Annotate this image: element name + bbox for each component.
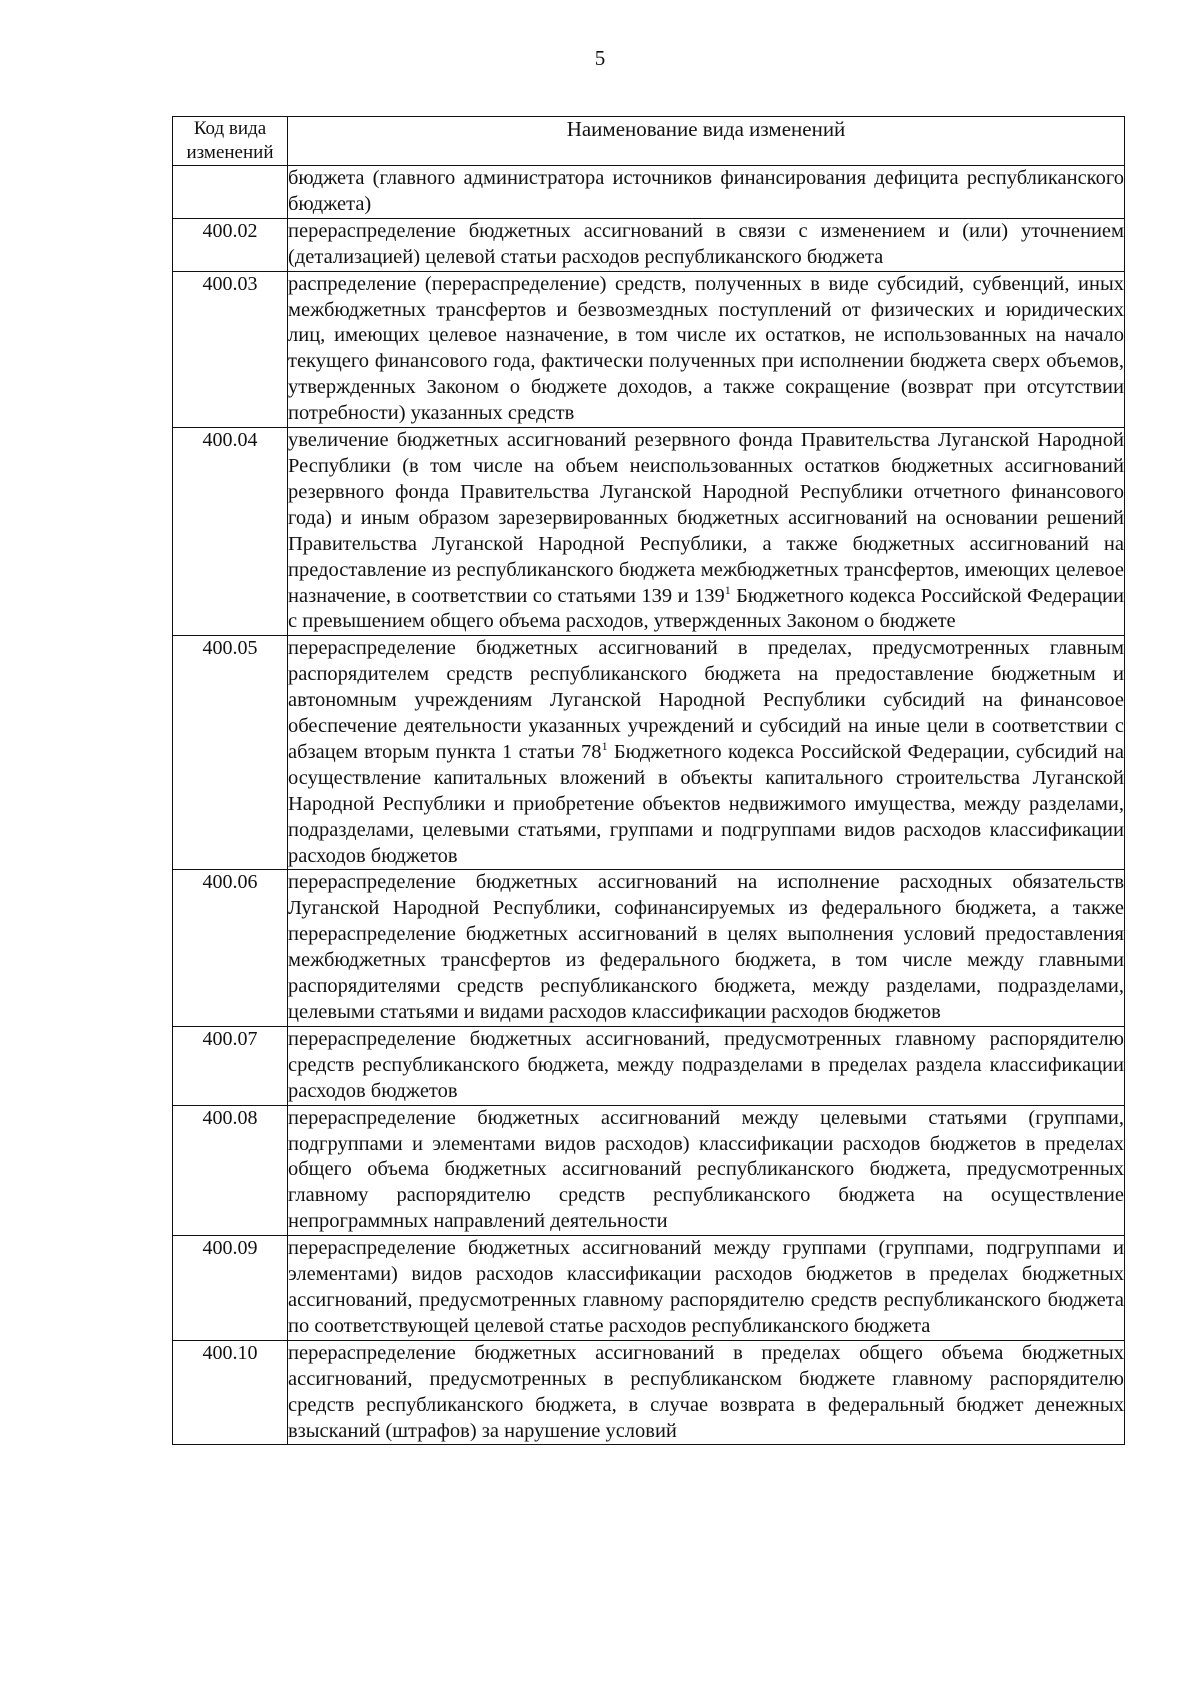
table-row — [173, 271, 1125, 427]
row-code: 400.03 — [173, 271, 288, 427]
table-row — [173, 636, 1125, 870]
row-description: распределение (перераспределение) средств, полученных в виде субсидий, субвенций, иных межбюджетных трансфертов и безвозмездных поступлений от физических и юридических лиц, имеющих целевое назначение, в том числе их остатков, не использованных на начало текущего финансового года, фактически полученных при исполнении бюджета сверх объемов, утвержденных Законом о бюджете доходов, а также сокращение (возврат при отсутствии потребности) указанных средств — [288, 271, 1125, 427]
row-code: 400.08 — [173, 1105, 288, 1236]
row-code: 400.07 — [173, 1026, 288, 1105]
changes-table — [172, 116, 1125, 1445]
row-description — [288, 428, 1125, 636]
row-code: 400.10 — [173, 1340, 288, 1445]
header-code: Код вида изменений — [173, 117, 288, 166]
row-description: перераспределение бюджетных ассигнований между группами (группами, подгруппами и элементами) видов расходов классификации расходов бюджетов в пределах бюджетных ассигнований, предусмотренных главному распорядителю средств республиканского бюджета по соответствующей целевой статье расходов республиканского бюджета — [288, 1236, 1125, 1341]
row-description: перераспределение бюджетных ассигнований между целевыми статьями (группами, подгруппами и элементами видов расходов) классификации расходов бюджетов в пределах общего объема бюджетных ассигнований республиканского бюджета, предусмотренных главному распорядителю средств республиканского бюджета на осуществление непрограммных направлений деятельности — [288, 1105, 1125, 1236]
row-text-part: Бюджетного кодекса Российской Федерации с превышением общего объема расходов, утвержденных Законом о бюджете — [288, 584, 1124, 633]
table-row — [173, 1340, 1125, 1445]
row-description — [288, 636, 1125, 870]
table-row — [173, 428, 1125, 636]
table-row — [173, 218, 1125, 271]
table-row — [173, 1236, 1125, 1341]
row-description: перераспределение бюджетных ассигнований в связи с изменением и (или) уточнением (детализацией) целевой статьи расходов республиканского бюджета — [288, 218, 1125, 271]
table-row — [173, 166, 1125, 219]
row-code: 400.09 — [173, 1236, 288, 1341]
row-text-part: увеличение бюджетных ассигнований резервного фонда Правительства Луганской Народной Республики (в том числе на объем неиспользованных остатков бюджетных ассигнований резервного фонда Правительства Луганской Народной Республики отчетного финансового года) и иным образом зарезервированных бюджетных ассигнований на основании решений Правительства Луганской Народной Республики, а также бюджетных ассигнований на предоставление из республиканского бюджета межбюджетных трансфертов, имеющих целевое назначение, в соответствии со статьями 139 и 139 — [288, 429, 1124, 607]
row-code: 400.05 — [173, 636, 288, 870]
row-description: перераспределение бюджетных ассигнований в пределах общего объема бюджетных ассигнований, предусмотренных в республиканском бюджете главному распорядителю средств республиканского бюджета, в случае возврата в федеральный бюджет денежных взысканий (штрафов) за нарушение условий — [288, 1340, 1125, 1445]
row-description: перераспределение бюджетных ассигнований, предусмотренных главному распорядителю средств республиканского бюджета, между подразделами в пределах раздела классификации расходов бюджетов — [288, 1026, 1125, 1105]
page-number: 5 — [594, 46, 606, 70]
table-header-row — [173, 117, 1125, 166]
table-row — [173, 1026, 1125, 1105]
table-row — [173, 1105, 1125, 1236]
row-code: 400.06 — [173, 870, 288, 1026]
row-code: 400.04 — [173, 428, 288, 636]
table-row — [173, 870, 1125, 1026]
row-code: 400.02 — [173, 218, 288, 271]
row-description: бюджета (главного администратора источников финансирования дефицита республиканского бюджета) — [288, 166, 1125, 219]
superscript: 1 — [724, 582, 731, 597]
row-code — [173, 166, 288, 219]
row-text-part: Бюджетного кодекса Российской Федерации, субсидий на осуществление капитальных вложений в объекты капитального строительства Луганской Народной Республики и приобретение объектов недвижимого имущества, между разделами, подразделами, целевыми статьями, группами и подгруппами видов расходов классификации расходов бюджетов — [288, 740, 1124, 867]
header-name: Наименование вида изменений — [288, 117, 1125, 166]
row-description: перераспределение бюджетных ассигнований на исполнение расходных обязательств Луганской Народной Республики, софинансируемых из федерального бюджета, а также перераспределение бюджетных ассигнований в целях выполнения условий предоставления межбюджетных трансфертов из федерального бюджета, в том числе между главными распорядителями средств республиканского бюджета, между разделами, подразделами, целевыми статьями и видами расходов классификации расходов бюджетов — [288, 870, 1125, 1026]
superscript: 1 — [601, 739, 608, 754]
row-text-part: перераспределение бюджетных ассигнований в пределах, предусмотренных главным распорядителем средств республиканского бюджета на предоставление бюджетным и автономным учреждениям Луганской Народной Республики субсидий на финансовое обеспечение деятельности указанных учреждений и субсидий на иные цели в соответствии с абзацем вторым пункта 1 статьи 78 — [288, 637, 1124, 763]
